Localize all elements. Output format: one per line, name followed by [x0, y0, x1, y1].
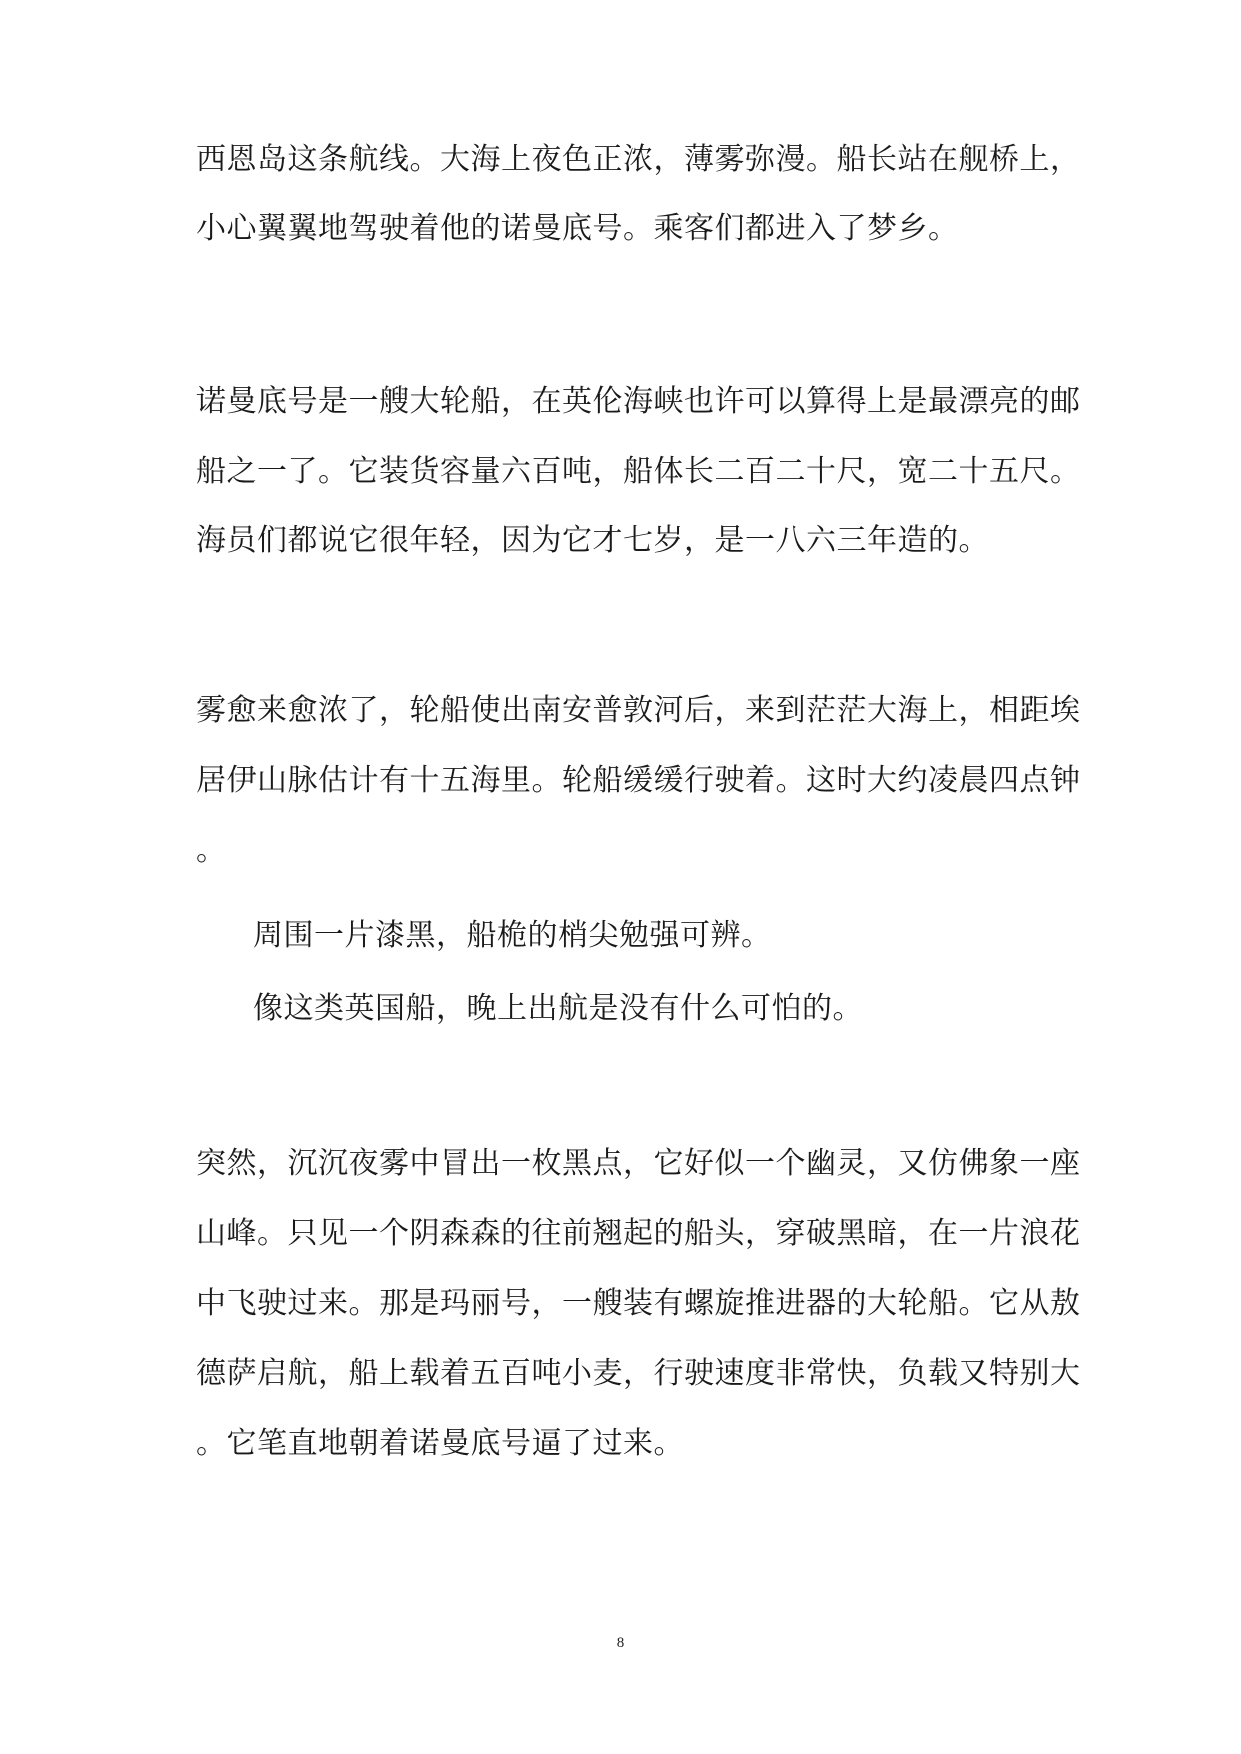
text-line: 像这类英国船，晚上出航是没有什么可怕的。	[253, 991, 863, 1026]
text-line: 船之一了。它装货容量六百吨，船体长二百二十尺，宽二十五尺。	[196, 454, 1081, 489]
text-line: 山峰。只见一个阴森森的往前翘起的船头，穿破黑暗，在一片浪花	[196, 1216, 1081, 1251]
page-number: 8	[616, 1635, 625, 1651]
text-line: 突然，沉沉夜雾中冒出一枚黑点，它好似一个幽灵，又仿佛象一座	[196, 1146, 1081, 1181]
text-line: 周围一片漆黑，船桅的梢尖勉强可辨。	[253, 918, 772, 953]
text-line: 西恩岛这条航线。大海上夜色正浓，薄雾弥漫。船长站在舰桥上，	[196, 142, 1081, 177]
text-line: 诺曼底号是一艘大轮船，在英伦海峡也许可以算得上是最漂亮的邮	[196, 384, 1081, 419]
text-line: 雾愈来愈浓了，轮船使出南安普敦河后，来到茫茫大海上，相距埃	[196, 693, 1081, 728]
text-line: 居伊山脉估计有十五海里。轮船缓缓行驶着。这时大约凌晨四点钟	[196, 763, 1081, 798]
text-line: 德萨启航，船上载着五百吨小麦，行驶速度非常快，负载又特别大	[196, 1356, 1081, 1391]
text-line: 。	[196, 833, 227, 868]
text-line: 海员们都说它很年轻，因为它才七岁，是一八六三年造的。	[196, 523, 989, 558]
text-line: 。它笔直地朝着诺曼底号逼了过来。	[196, 1426, 684, 1461]
text-line: 小心翼翼地驾驶着他的诺曼底号。乘客们都进入了梦乡。	[196, 211, 959, 246]
text-line: 中飞驶过来。那是玛丽号，一艘装有螺旋推进器的大轮船。它从敖	[196, 1286, 1081, 1321]
